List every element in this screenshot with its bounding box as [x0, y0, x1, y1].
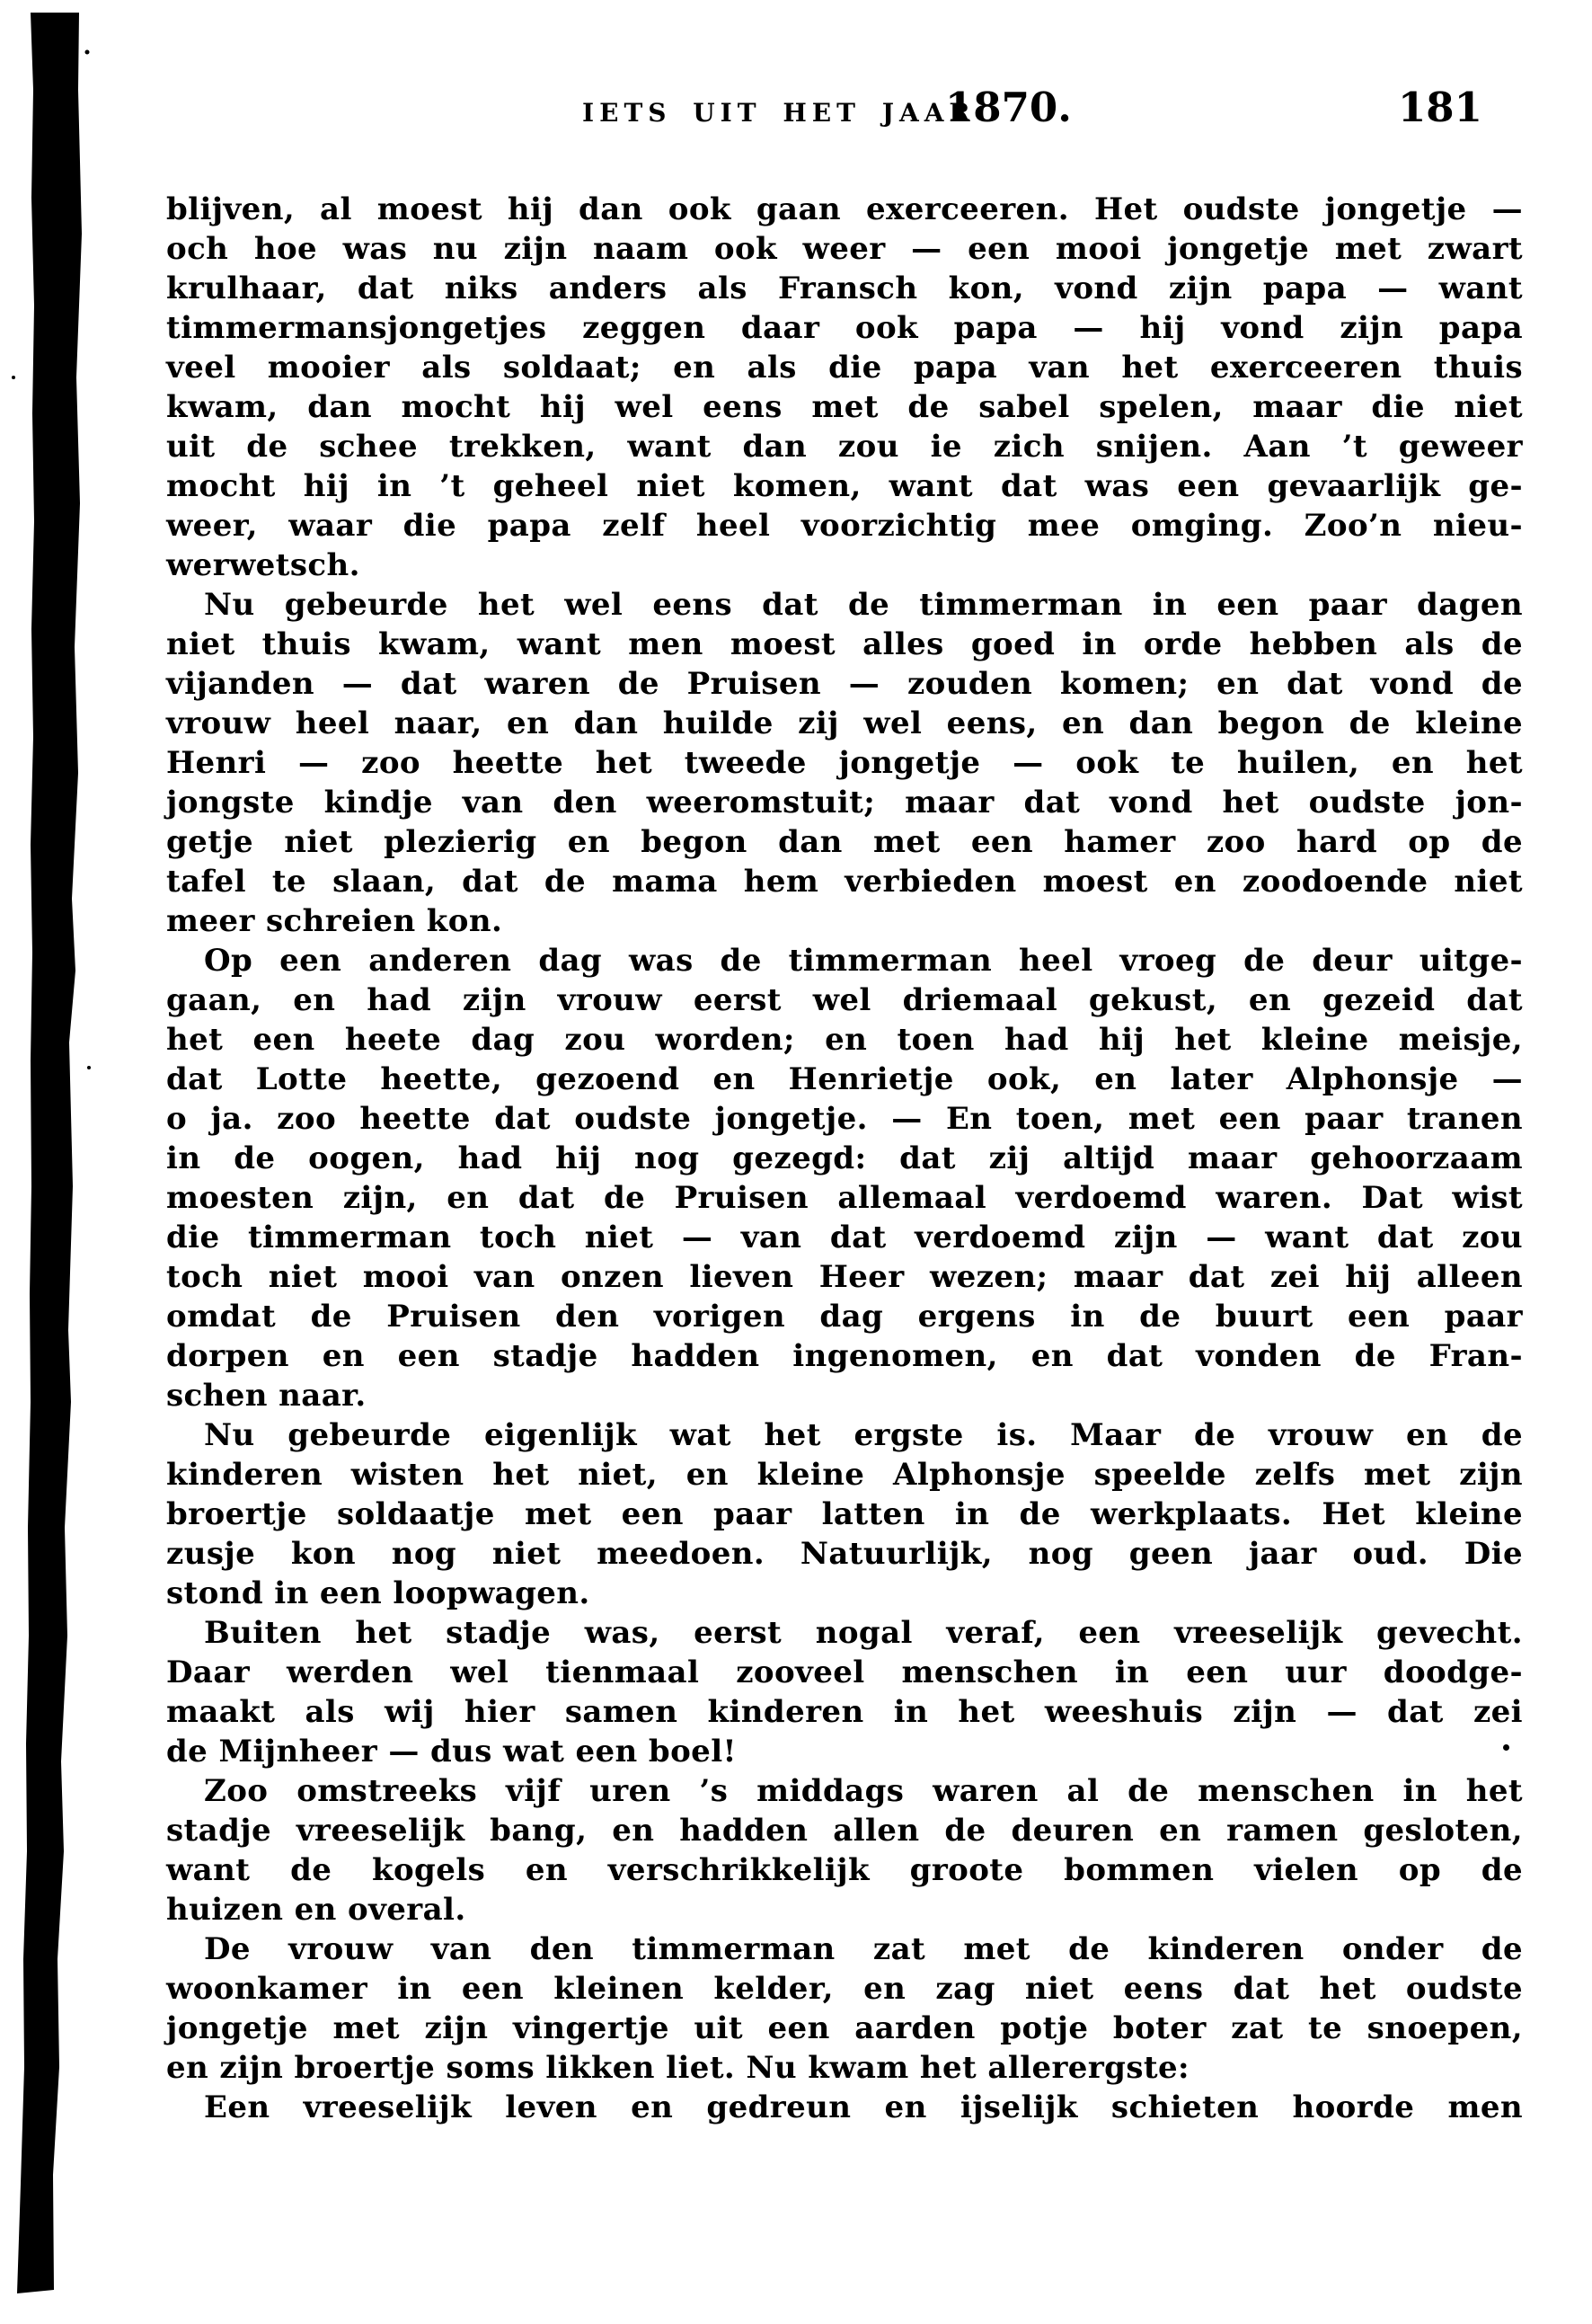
text-line: vrouw heel naar, en dan huilde zij wel eens, en dan begon de kleine [166, 705, 1523, 741]
text-line: Op een anderen dag was de timmerman heel vroeg de deur uitge- [204, 943, 1523, 979]
text-line: Nu gebeurde het wel eens dat de timmerman in een paar dagen [204, 587, 1523, 623]
text-line: jongste kindje van den weeromstuit; maar dat vond het oudste jon- [166, 785, 1523, 820]
text-line: uit de schee trekken, want dan zou ie zich snijen. Aan ’t geweer [166, 429, 1523, 465]
running-head-year: 1870. [945, 84, 1072, 131]
text-line: Zoo omstreeks vijf uren ’s middags waren al de menschen in het [204, 1773, 1523, 1809]
text-line: vijanden — dat waren de Pruisen — zouden komen; en dat vond de [166, 666, 1523, 702]
text-line: die timmerman toch niet — van dat verdoemd zijn — want dat zou [166, 1220, 1523, 1255]
text-line: broertje soldaatje met een paar latten in de werkplaats. Het kleine [166, 1496, 1523, 1532]
text-line: Daar werden wel tienmaal zooveel menschen in een uur doodge- [166, 1654, 1523, 1690]
text-line: meer schreien kon. [166, 903, 503, 939]
running-head-title: IETS UIT HET JAAR [582, 98, 976, 128]
text-line: de Mijnheer — dus wat een boel! [166, 1734, 737, 1770]
text-line: Een vreeselijk leven en gedreun en ijselijk schieten hoorde men [204, 2089, 1523, 2125]
text-line: maakt als wij hier samen kinderen in het weeshuis zijn — dat zei [166, 1694, 1523, 1730]
text-line: niet thuis kwam, want men moest alles goed in orde hebben als de [166, 626, 1523, 662]
text-line: moesten zijn, en dat de Pruisen allemaal verdoemd waren. Dat wist [166, 1180, 1523, 1216]
text-line: De vrouw van den timmerman zat met de kinderen onder de [204, 1931, 1523, 1967]
text-body [166, 190, 1523, 2127]
book-gutter-shadow [0, 0, 108, 2324]
text-line: het een heete dag zou worden; en toen had hij het kleine meisje, [166, 1022, 1523, 1058]
text-line: Buiten het stadje was, eerst nogal veraf, een vreeselijk gevecht. [204, 1615, 1523, 1651]
text-line: in de oogen, had hij nog gezegd: dat zij altijd maar gehoorzaam [166, 1140, 1523, 1176]
text-line: dat Lotte heette, gezoend en Henrietje ook, en later Alphonsje — [166, 1061, 1523, 1097]
paragraph [166, 941, 1523, 1415]
text-line: mocht hij in ’t geheel niet komen, want dat was een gevaarlijk ge- [166, 468, 1523, 504]
text-line: jongetje met zijn vingertje uit een aarden potje boter zat te snoepen, [166, 2010, 1523, 2046]
paragraph [166, 190, 1523, 585]
text-line: woonkamer in een kleinen kelder, en zag niet eens dat het oudste [166, 1971, 1523, 2007]
text-line: timmermansjongetjes zeggen daar ook papa — hij vond zijn papa [166, 310, 1523, 346]
text-line: getje niet plezierig en begon dan met een hamer zoo hard op de [166, 824, 1523, 860]
paragraph [166, 1929, 1523, 2088]
text-line: zusje kon nog niet meedoen. Natuurlijk, nog geen jaar oud. Die [166, 1536, 1523, 1572]
text-line: tafel te slaan, dat de mama hem verbieden moest en zoodoende niet [166, 864, 1523, 900]
text-line: huizen en overal. [166, 1892, 466, 1928]
text-line: kinderen wisten het niet, en kleine Alphonsje speelde zelfs met zijn [166, 1457, 1523, 1493]
text-line: gaan, en had zijn vrouw eerst wel driemaal gekust, en gezeid dat [166, 982, 1523, 1018]
text-line: werwetsch. [166, 547, 360, 583]
paragraph [166, 1613, 1523, 1771]
text-line: weer, waar die papa zelf heel voorzichtig mee omging. Zoo’n nieu- [166, 508, 1523, 544]
text-line: kwam, dan mocht hij wel eens met de sabel spelen, maar die niet [166, 389, 1523, 425]
text-line: o ja. zoo heette dat oudste jongetje. — En toen, met een paar tranen [166, 1101, 1523, 1137]
text-line: en zijn broertje soms likken liet. Nu kwam het allerergste: [166, 2050, 1190, 2086]
ink-speck [1503, 1744, 1509, 1751]
page-number: 181 [1398, 84, 1482, 131]
text-line: och hoe was nu zijn naam ook weer — een mooi jongetje met zwart [166, 231, 1523, 267]
text-line: stond in een loopwagen. [166, 1575, 590, 1611]
text-line: dorpen en een stadje hadden ingenomen, en dat vonden de Fran- [166, 1338, 1523, 1374]
paragraph [166, 1415, 1523, 1613]
text-line: veel mooier als soldaat; en als die papa van het exerceeren thuis [166, 350, 1523, 386]
text-line: omdat de Pruisen den vorigen dag ergens in de buurt een paar [166, 1299, 1523, 1335]
text-line: stadje vreeselijk bang, en hadden allen de deuren en ramen gesloten, [166, 1813, 1523, 1849]
text-line: want de kogels en verschrikkelijk groote bommen vielen op de [166, 1852, 1523, 1888]
text-line: schen naar. [166, 1378, 367, 1414]
text-line: krulhaar, dat niks anders als Fransch kon, vond zijn papa — want [166, 271, 1523, 306]
text-line: Nu gebeurde eigenlijk wat het ergste is. Maar de vrouw en de [204, 1417, 1523, 1453]
text-line: blijven, al moest hij dan ook gaan exerceeren. Het oudste jongetje — [166, 191, 1523, 227]
text-line: toch niet mooi van onzen lieven Heer wezen; maar dat zei hij alleen [166, 1259, 1523, 1295]
paragraph [166, 1771, 1523, 1929]
paragraph [166, 585, 1523, 941]
text-line: Henri — zoo heette het tweede jongetje — ook te huilen, en het [166, 745, 1523, 781]
paragraph [166, 2088, 1523, 2127]
